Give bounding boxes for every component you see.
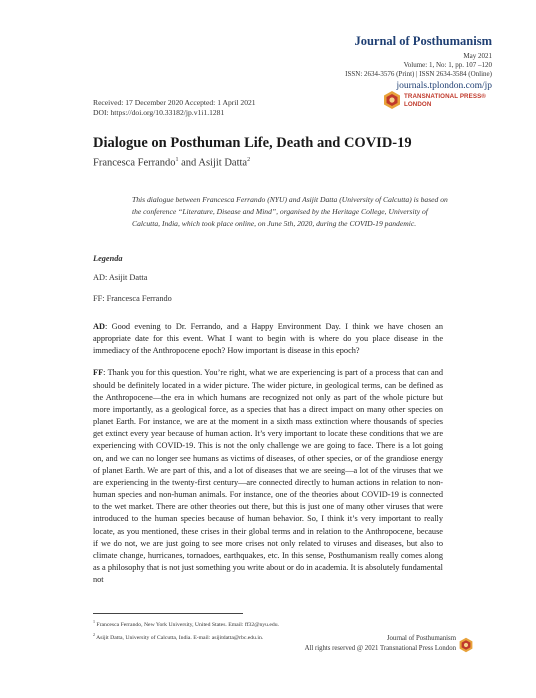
author-name: Asijit Datta [198, 157, 248, 169]
publisher-logo-line2: LONDON [404, 100, 432, 108]
footer-rights: All rights reserved @ 2021 Transnational Press London [304, 645, 456, 652]
footnotes [93, 617, 279, 643]
article-body [93, 321, 443, 596]
footer-publisher-emblem-icon [458, 637, 474, 653]
journal-title: Journal of Posthumanism [354, 34, 492, 48]
paragraph-text: : Good evening to Dr. Ferrando, and a Happy Environment Day. I think we have chosen an appropriate date for this event. What I want to begin with is where do you place disease in the immediacy of the Anthropocene epoch? How important is disease in this epoch? [93, 322, 443, 356]
footnote-mark[interactable]: 1 [175, 157, 179, 163]
footnote-divider [93, 613, 243, 614]
journal-url-link[interactable]: journals.tplondon.com/jp [396, 81, 492, 91]
footnote-number: 2 [93, 631, 95, 637]
speaker-legend [93, 252, 172, 313]
legend-item-ff: FF: Francesca Ferrando [93, 294, 172, 303]
issn-info: ISSN: 2634-3576 (Print) | ISSN 2634-3584 (Online) [345, 70, 492, 78]
dialogue-paragraph [93, 367, 443, 586]
legend-item-ad: AD: Asijit Datta [93, 273, 148, 282]
speaker-label: AD [93, 322, 105, 331]
footnote-text: Asijit Datta, University of Calcutta, India. E-mail: asijitdatta@rbc.edu.in. [95, 634, 264, 641]
publisher-logo [382, 90, 494, 112]
footnote-number: 1 [93, 619, 95, 624]
footnote-item [93, 630, 279, 643]
publisher-emblem-icon [382, 90, 402, 110]
footnote-item [93, 617, 279, 630]
journal-header [345, 34, 492, 91]
abstract: This dialogue between Francesca Ferrando (NYU) and Asijit Datta (University of Calcutta) is based on the conference “Literature, Disease and Mind”, organised by the Heritage College, University of Calcutta, India, which took place online, on June 5th, 2020, during the COVID-19 pandemic. [132, 195, 448, 228]
paragraph-text: : Thank you for this question. You’re right, what we are experiencing is part of a process that can and should be definitely located in a wider picture. The wider picture, in geological terms, can be defined as the Anthropocene—the era in which humans are recognized not only as part of the whole picture but more importantly, as a geological force, as a species that has a direct impact on many other species on planet Earth. For instance, we are at the moment in a sixth mass extinction where thousands of species get extinct every year because of human action. It’s very important to locate these conditions that we are experiencing with COVID-19. This is not the only challenge we are going to face. There is a lot going on, and we can no longer see humans as victims of diseases, of other species, or of the grandiose energy of planet Earth. We are part of this, and a lot of diseases that we are seeing—a lot of the viruses that we are experiencing in the twenty-first century—are connected directly to human actions in relation to non-human species and non-human animals. For instance, one of the theories about COVID-19 is connected to the wet market. There are other theories out there, but this is just one of many other viruses that were introduced to the human species because of human behavior. So, I think it’s very important to really locate, as you mentioned, these crises in their global terms and in relation to the Anthropocene, because if we do not, we are just going to see more crises not only related to viruses and diseases, but also to climate change, hurricanes, tornadoes, earthquakes, etc. In this sense, Posthumanism really comes along as a philosophy that is not just something you write about or do in academia. It is absolutely fundamental not [93, 368, 443, 585]
doi-link[interactable]: DOI: https://doi.org/10.33182/jp.v1i1.1281 [93, 108, 225, 117]
received-accepted: Received: 17 December 2020 Accepted: 1 April 2021 [93, 98, 256, 107]
article-title: Dialogue on Posthuman Life, Death and COVID-19 [93, 135, 412, 151]
speaker-label: FF [93, 368, 104, 378]
issue-date: May 2021 [463, 52, 492, 60]
publisher-logo-line1: TRANSNATIONAL PRESS® [404, 93, 486, 100]
article-dates [93, 98, 256, 118]
volume-info: Volume: 1, No: 1, pp. 107 –120 [403, 61, 492, 69]
footnote-text: Francesca Ferrando, New York University, United States. Email: ff32@nyu.edu. [95, 621, 280, 628]
author-separator: and [178, 157, 199, 169]
author-line [93, 157, 250, 169]
footnote-mark[interactable]: 2 [247, 157, 251, 163]
publisher-logo-text [404, 93, 486, 108]
dialogue-paragraph [93, 321, 443, 357]
page-footer [305, 634, 456, 654]
footer-journal: Journal of Posthumanism [386, 635, 456, 642]
legend-heading: Legenda [93, 254, 123, 263]
author-name: Francesca Ferrando [93, 157, 176, 169]
